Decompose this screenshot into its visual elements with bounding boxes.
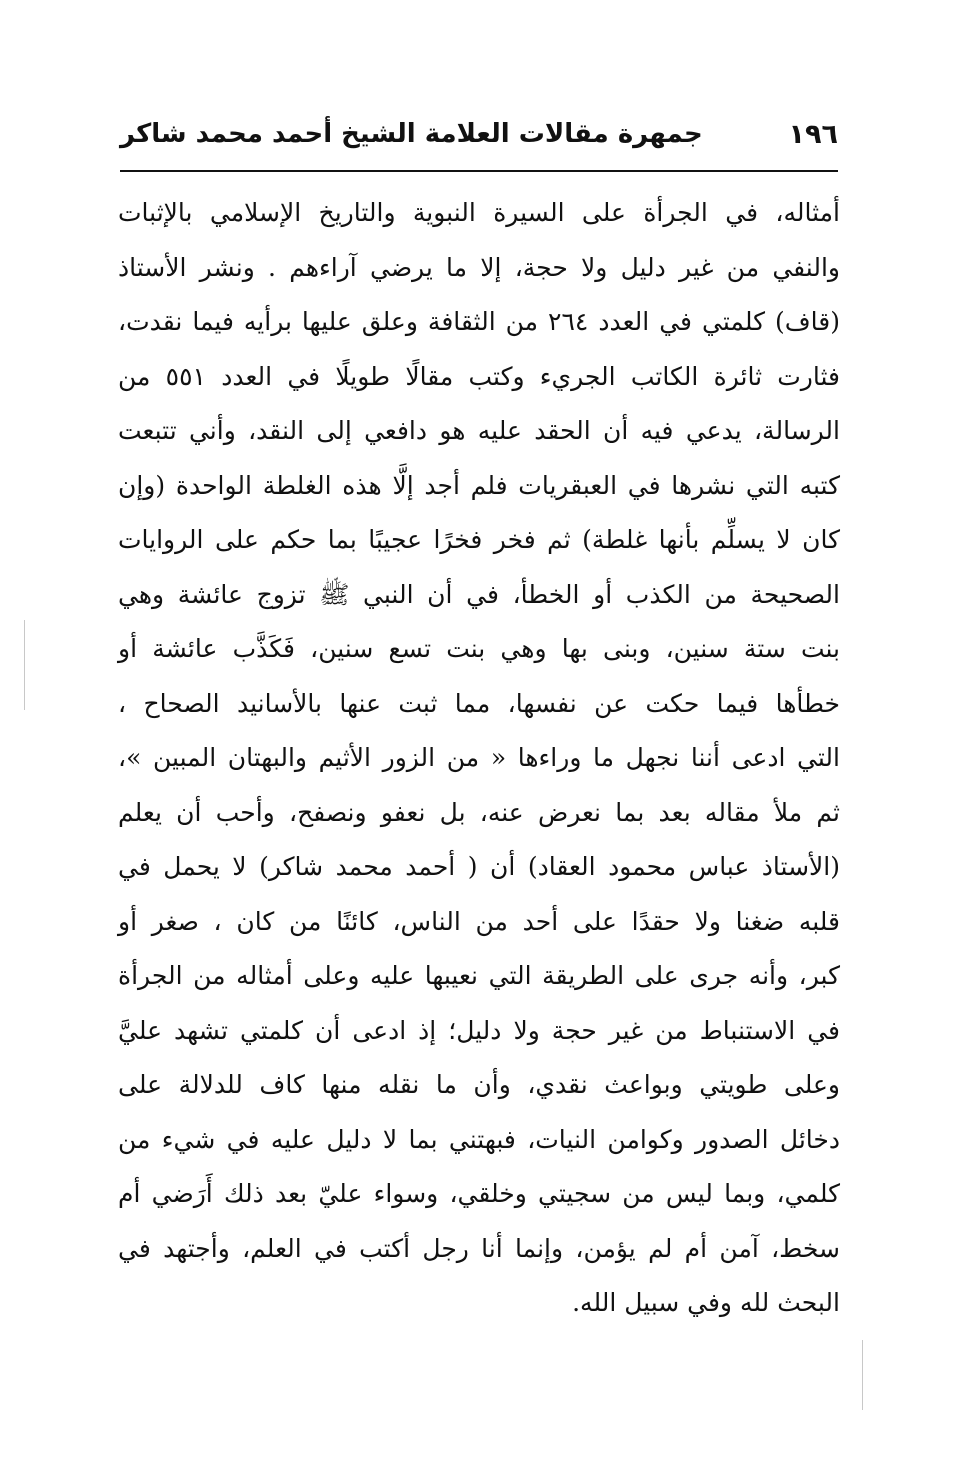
text-line: كتبه التي نشرها في العبقريات فلم أجد إلَّا هذه الغلطة الواحدة (وإن <box>118 470 840 500</box>
scan-edge-mark <box>862 1340 863 1410</box>
text-line: سخط، آمن أم لم يؤمن، وإنما أنا رجل أكتب في العلم، وأجتهد في <box>118 1233 840 1263</box>
text-line: كبر، وأنه جرى على الطريقة التي نعيبها عليه وعلى أمثاله من الجرأة <box>118 961 840 990</box>
text-line: كان لا يسلِّم بأنها غلطة) ثم فخر فخرًا عجيبًا بما حكم على الروايات <box>118 525 840 554</box>
text-line: أمثاله، في الجرأة على السيرة النبوية والتاريخ الإسلامي بالإثبات <box>118 198 840 227</box>
scan-edge-mark <box>24 620 25 710</box>
text-line: والنفي من غير دليل ولا حجة، إلا ما يرضي آراءهم . ونشر الأستاذ <box>118 252 840 282</box>
header-rule <box>120 170 838 172</box>
text-line: في الاستنباط من غير حجة ولا دليل؛ إذ ادعى أن كلمتي تشهد عليَّ <box>118 1015 840 1045</box>
text-line: (قاف) كلمتي في العدد ٢٦٤ من الثقافة وعلق عليها برأيه فيما نقدت، <box>118 307 840 336</box>
text-line: قلبه ضغنا ولا حقدًا على أحد من الناس، كائنًا من كان ، صغر أو <box>118 906 840 936</box>
text-line: الرسالة، يدعي فيه أن الحقد عليه هو دافعي إلى النقد، وأني تتبعت <box>118 416 840 445</box>
text-line: التي ادعى أننا نجهل ما وراءها « من الزور الأثيم والبهتان المبين »، <box>118 743 840 772</box>
page-header <box>120 115 838 165</box>
text-line: وعلى طويتي وبواعث نقدي، وأن ما نقله منها كاف للدلالة على <box>118 1070 840 1099</box>
running-title: جمهرة مقالات العلامة الشيخ أحمد محمد شاكر <box>120 119 703 149</box>
text-line-last: البحث لله وفي سبيل الله. <box>572 1288 840 1317</box>
text-line: بنت ستة سنين، وبنى بها وهي بنت تسع سنين، فَكَذَّب عائشة أو <box>118 634 840 663</box>
body-text <box>118 186 840 1331</box>
text-line: (الأستاذ عباس محمود العقاد) أن ( أحمد محمد شاكر) لا يحمل في <box>118 852 840 881</box>
text-line: فثارت ثائرة الكاتب الجريء وكتب مقالًا طويلًا في العدد ٥٥١ من <box>118 361 840 391</box>
text-line: دخائل الصدور وكوامن النيات، فبهتني بما لا دليل عليه في شيء من <box>118 1124 840 1154</box>
text-line: خطأها فيما حكت عن نفسها، مما ثبت عنها بالأسانيد الصحاح ، <box>118 688 840 718</box>
text-line: كلمي، وبما ليس من سجيتي وخلقي، وسواء عليّ بعد ذلك أَرَضي أم <box>118 1179 840 1208</box>
text-line: ثم ملأ مقاله بعد بما نعرض عنه، بل نعفو ونصفح، وأحب أن يعلم <box>118 797 840 827</box>
text-line: الصحيحة من الكذب أو الخطأ، في أن النبي ﷺ تزوج عائشة وهي <box>118 579 840 609</box>
page-number: ١٩٦ <box>788 119 838 150</box>
